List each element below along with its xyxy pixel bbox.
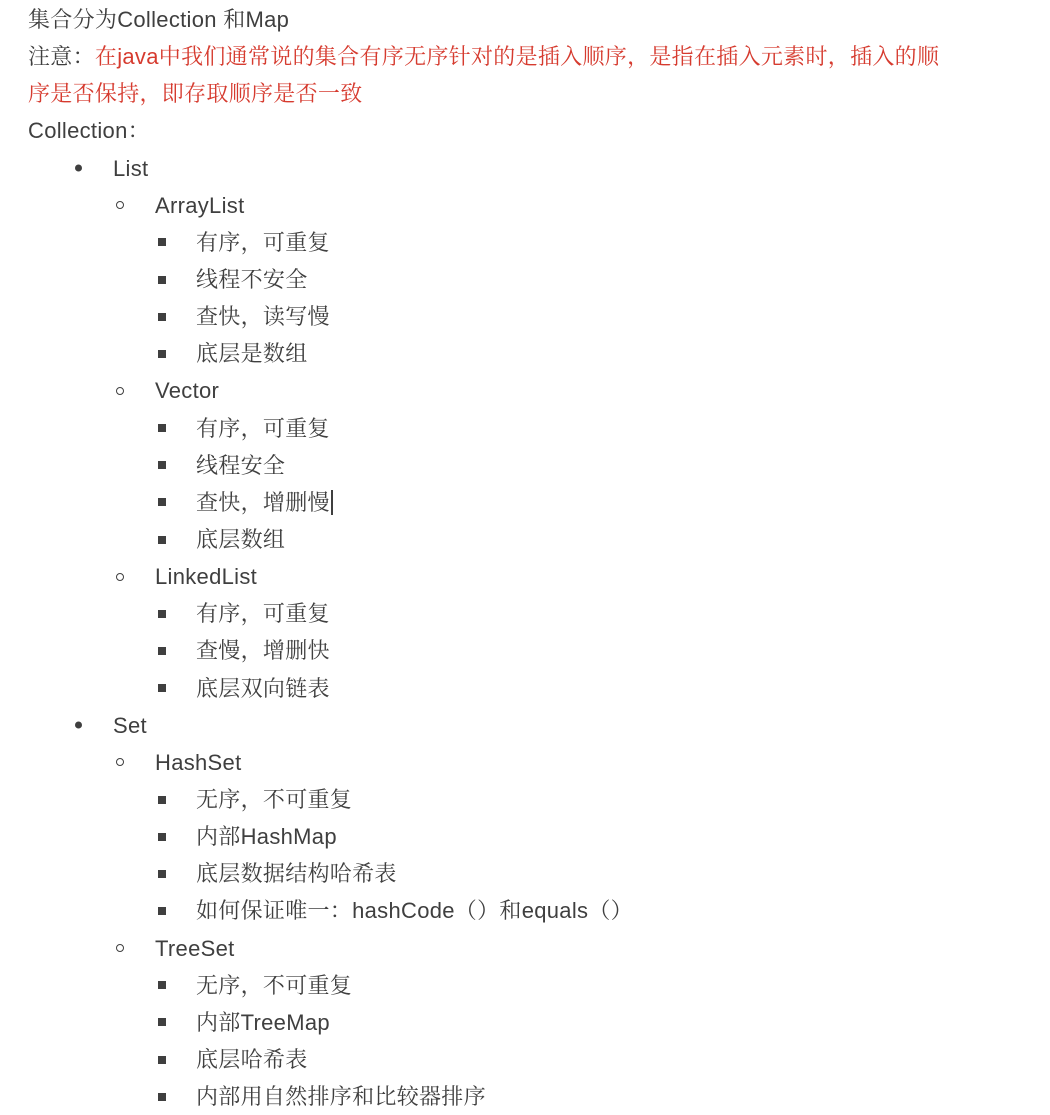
bullet-circle-icon [116, 944, 124, 952]
bullet-disc-icon [75, 165, 82, 172]
list-item-text: 底层哈希表 [196, 1046, 308, 1072]
paragraph-collection-heading[interactable] [28, 112, 1022, 149]
list-item-text: LinkedList [155, 564, 258, 590]
list-item[interactable] [28, 335, 1022, 372]
list-item-text: 底层数组 [196, 526, 286, 552]
list-item[interactable] [28, 1041, 1022, 1078]
bullet-square-icon [158, 1056, 166, 1064]
bullet-circle-icon [116, 201, 124, 209]
list-item[interactable] [28, 447, 1022, 484]
bullet-circle-icon [116, 387, 124, 395]
list-item-text: 内部HashMap [196, 824, 337, 850]
bullet-circle-icon [116, 758, 124, 766]
list-item-text: 无序，不可重复 [196, 972, 353, 998]
list-item[interactable] [28, 372, 1022, 409]
list-item-text: TreeSet [155, 935, 235, 961]
note-label: 注意： [28, 44, 95, 70]
list-item[interactable] [28, 781, 1022, 818]
bullet-square-icon [158, 498, 166, 506]
list-item-text: 查慢，增删快 [196, 638, 330, 664]
bullet-square-icon [158, 313, 166, 321]
note-red-text-line2: 序是否保持，即存取顺序是否一致 [28, 81, 363, 107]
list-item-text: 无序，不可重复 [196, 786, 353, 812]
bullet-square-icon [158, 1018, 166, 1026]
list-item[interactable] [28, 707, 1022, 744]
list-item[interactable] [28, 967, 1022, 1004]
list-item[interactable] [28, 298, 1022, 335]
bullet-disc-icon [75, 722, 82, 729]
outline-list [28, 150, 1022, 1115]
list-item[interactable] [28, 261, 1022, 298]
paragraph-note-line2[interactable] [28, 75, 1022, 112]
list-item-text: Vector [155, 378, 220, 404]
list-item[interactable] [28, 670, 1022, 707]
bullet-square-icon [158, 461, 166, 469]
bullet-square-icon [158, 1093, 166, 1101]
bullet-square-icon [158, 610, 166, 618]
list-item-text: 线程安全 [196, 452, 286, 478]
bullet-square-icon [158, 796, 166, 804]
bullet-square-icon [158, 981, 166, 989]
list-item[interactable] [28, 187, 1022, 224]
list-item[interactable] [28, 744, 1022, 781]
list-item-text: 有序，可重复 [196, 601, 330, 627]
note-red-text-line1: 在java中我们通常说的集合有序无序针对的是插入顺序，是指在插入元素时，插入的顺 [94, 44, 940, 70]
collection-heading-text: Collection： [28, 118, 150, 144]
bullet-square-icon [158, 238, 166, 246]
list-item[interactable] [28, 1004, 1022, 1041]
bullet-square-icon [158, 684, 166, 692]
list-item[interactable] [28, 484, 1022, 521]
list-item-text: ArrayList [155, 192, 245, 218]
list-item[interactable] [28, 1078, 1022, 1115]
list-item-text: 查快，读写慢 [196, 304, 330, 330]
list-item[interactable] [28, 595, 1022, 632]
bullet-square-icon [158, 907, 166, 915]
list-item-text: 内部TreeMap [196, 1009, 330, 1035]
list-item[interactable] [28, 855, 1022, 892]
list-item[interactable] [28, 224, 1022, 261]
list-item-text: Set [113, 712, 147, 738]
list-item[interactable] [28, 521, 1022, 558]
bullet-square-icon [158, 647, 166, 655]
title-text: 集合分为Collection 和Map [28, 7, 290, 32]
bullet-circle-icon [116, 573, 124, 581]
list-item-text: 内部用自然排序和比较器排序 [196, 1084, 486, 1110]
bullet-square-icon [158, 424, 166, 432]
list-item-text: HashSet [155, 749, 242, 775]
list-item[interactable] [28, 892, 1022, 929]
list-item-text: 有序，可重复 [196, 415, 330, 441]
list-item-text: 底层数据结构哈希表 [196, 861, 397, 887]
list-item[interactable] [28, 410, 1022, 447]
list-item-text: 底层双向链表 [196, 675, 330, 701]
list-item-text: 查快，增删慢 [196, 489, 330, 515]
list-item[interactable] [28, 818, 1022, 855]
text-cursor [331, 490, 333, 515]
paragraph-note-line1[interactable] [28, 38, 1022, 75]
list-item[interactable] [28, 632, 1022, 669]
list-item[interactable] [28, 150, 1022, 187]
paragraph-title[interactable] [28, 1, 1022, 38]
list-item-text: List [113, 155, 149, 181]
list-item-text: 线程不安全 [196, 266, 308, 292]
list-item[interactable] [28, 558, 1022, 595]
list-item[interactable] [28, 930, 1022, 967]
bullet-square-icon [158, 870, 166, 878]
bullet-square-icon [158, 276, 166, 284]
list-item-text: 有序，可重复 [196, 229, 330, 255]
list-item-text: 底层是数组 [196, 341, 308, 367]
list-item-text: 如何保证唯一：hashCode（）和equals（） [196, 898, 633, 924]
bullet-square-icon [158, 536, 166, 544]
bullet-square-icon [158, 833, 166, 841]
bullet-square-icon [158, 350, 166, 358]
